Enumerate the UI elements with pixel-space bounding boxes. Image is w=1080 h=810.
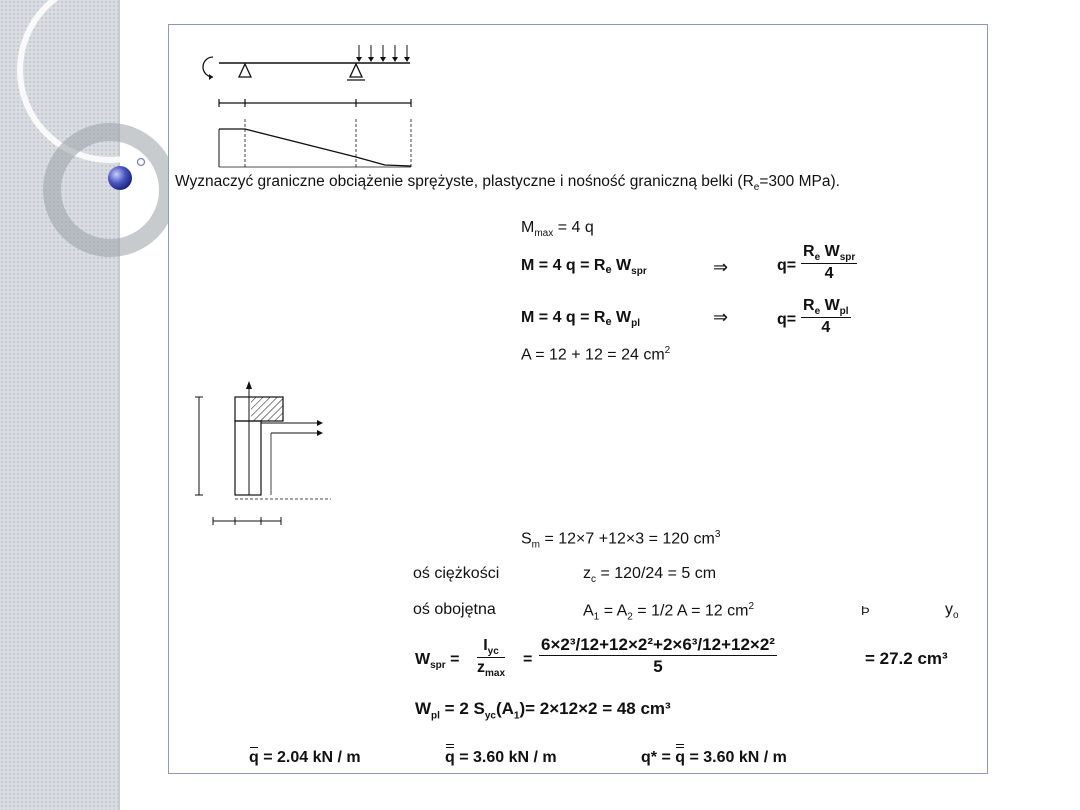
area-formula: A = 12 + 12 = 24 $cm^2$ (521, 345, 671, 364)
slide-content (168, 24, 988, 774)
plastic-equation: M = 4 q = Re $W_{pl}$ (521, 309, 641, 330)
q-plastic-label: q= (777, 311, 797, 328)
decorative-arcs (0, 0, 180, 300)
implies-icon: ⇒ (713, 257, 729, 277)
cross-section-diagram (191, 377, 331, 527)
q-elastic-result: q = 2.04 kN / m (249, 749, 361, 766)
q-plastic-result: q = 3.60 kN / m (445, 749, 557, 766)
roller-support-icon (350, 64, 362, 77)
bullet-icon (108, 166, 132, 190)
arrow-glyph: Þ (861, 603, 870, 618)
y0-label: $y_o$ (945, 601, 959, 622)
neutral-axis-formula: $A_1 = A_2 = 1/2$ A = 12 $cm^2$ (583, 601, 755, 623)
equals-sign: = (523, 651, 533, 668)
elastic-fraction: $R_e$ $W_{spr}$ 4 (803, 243, 856, 283)
centroid-formula: $z_c = 120/24 = 5$ cm (583, 565, 717, 586)
elastic-equation: M = 4 q = Re $W_{spr}$ (521, 257, 647, 278)
neutral-axis-label: oś obojętna (413, 601, 496, 618)
moment-icon (203, 57, 213, 77)
small-ring-icon (138, 159, 145, 166)
wspr-ratio-fraction: $I_{yc}$ $z_{max}$ (477, 637, 506, 680)
centroid-label: oś ciężkości (413, 565, 500, 582)
wpl-formula: $W_{pl} = 2$ $S_{yc}(A_1)= 2\times 12\times 2 = 48$ cm³ (415, 699, 671, 722)
moment-diagram (219, 129, 411, 166)
wspr-result: = 27.2 cm³ (865, 649, 948, 668)
pin-support-icon (239, 64, 251, 77)
q-elastic-label: q= (777, 257, 797, 274)
mmax-formula: $M_{max} = 4$ q (521, 219, 594, 240)
beam-diagram (195, 39, 425, 187)
web (235, 421, 261, 495)
wspr-lhs: $W_{spr}$ = (415, 651, 460, 672)
distributed-load-arrows (359, 45, 407, 59)
wspr-expanded-fraction: $\frac{\text{6×2³/12+12×2²+2×6³/12+12×2²}}{5}$ (541, 635, 775, 676)
plastic-fraction: $R_e$ $W_{pl}$ 4 (803, 297, 849, 337)
static-moment-formula: $S_m = 12\times 7 +12\times 3 = 120$ $cm^3$ (521, 529, 721, 551)
implies-icon-2: ⇒ (713, 307, 729, 327)
problem-statement: Wyznaczyć graniczne obciążenie sprężyste, plastyczne i nośność graniczną belki ($R_e=300$ MPa). (175, 173, 840, 194)
q-limit-result: q* = q = 3.60 kN / m (641, 749, 787, 766)
